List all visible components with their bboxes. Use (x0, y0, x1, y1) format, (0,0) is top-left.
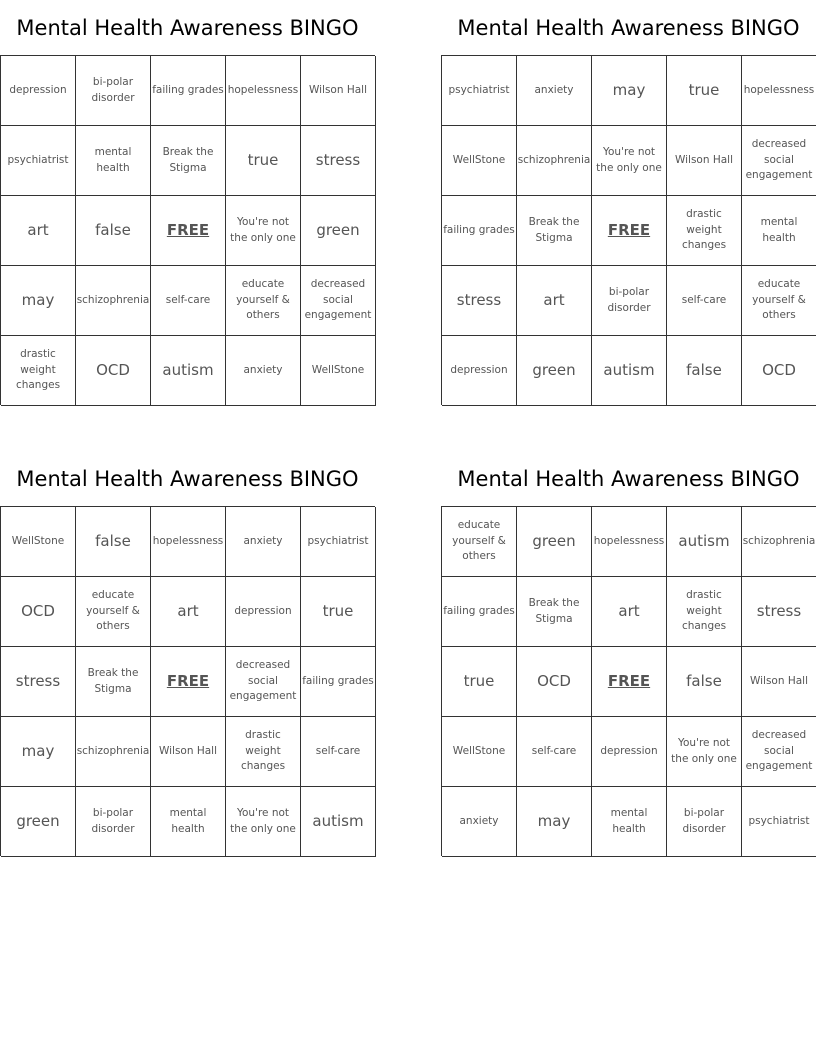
bingo-cell: Wilson Hall (301, 56, 376, 126)
bingo-cell: schizophrenia (742, 507, 816, 577)
bingo-cell: Break the Stigma (517, 577, 592, 647)
bingo-cell: anxiety (226, 336, 301, 406)
bingo-cell: anxiety (517, 56, 592, 126)
bingo-cell: WellStone (442, 717, 517, 787)
bingo-grid (0, 55, 375, 405)
bingo-cell: educate yourself & others (226, 266, 301, 336)
bingo-cell: true (667, 56, 742, 126)
bingo-cell: self-care (301, 717, 376, 787)
bingo-cell: failing grades (301, 647, 376, 717)
bingo-cell: hopelessness (226, 56, 301, 126)
bingo-cell: educate yourself & others (442, 507, 517, 577)
bingo-cell: green (301, 196, 376, 266)
bingo-cell: true (301, 577, 376, 647)
bingo-cell: may (592, 56, 667, 126)
bingo-cell: green (1, 787, 76, 857)
bingo-cell: bi-polar disorder (592, 266, 667, 336)
bingo-cell: anxiety (226, 507, 301, 577)
bingo-cell: autism (667, 507, 742, 577)
bingo-cell: autism (301, 787, 376, 857)
bingo-cell: educate yourself & others (742, 266, 816, 336)
free-space-cell: FREE (592, 196, 667, 266)
bingo-cell: stress (742, 577, 816, 647)
bingo-cell: mental health (592, 787, 667, 857)
bingo-cell: hopelessness (592, 507, 667, 577)
bingo-cell: OCD (517, 647, 592, 717)
card-title: Mental Health Awareness BINGO (457, 15, 800, 40)
bingo-cell: stress (1, 647, 76, 717)
bingo-cell: mental health (76, 126, 151, 196)
bingo-cell: art (517, 266, 592, 336)
bingo-cell: WellStone (442, 126, 517, 196)
bingo-grid (0, 506, 375, 856)
bingo-cell: depression (442, 336, 517, 406)
bingo-cell: depression (1, 56, 76, 126)
bingo-cell: decreased social engagement (301, 266, 376, 336)
bingo-cell: stress (442, 266, 517, 336)
bingo-cell: bi-polar disorder (76, 56, 151, 126)
bingo-cell: false (667, 336, 742, 406)
bingo-cell: WellStone (301, 336, 376, 406)
bingo-cell: psychiatrist (742, 787, 816, 857)
bingo-cell: hopelessness (151, 507, 226, 577)
bingo-cell: You're not the only one (667, 717, 742, 787)
bingo-cell: failing grades (442, 577, 517, 647)
bingo-cell: schizophrenia (76, 717, 151, 787)
bingo-cell: may (1, 717, 76, 787)
bingo-cell: OCD (76, 336, 151, 406)
bingo-cell: false (76, 196, 151, 266)
bingo-cell: mental health (151, 787, 226, 857)
card-title: Mental Health Awareness BINGO (16, 466, 359, 491)
bingo-cell: failing grades (442, 196, 517, 266)
bingo-grid (441, 506, 816, 856)
bingo-cell: decreased social engagement (742, 126, 816, 196)
bingo-cell: You're not the only one (226, 196, 301, 266)
bingo-cell: may (517, 787, 592, 857)
bingo-cell: drastic weight changes (667, 196, 742, 266)
bingo-cell: art (151, 577, 226, 647)
free-space-cell: FREE (151, 196, 226, 266)
bingo-cell: schizophrenia (517, 126, 592, 196)
bingo-cell: psychiatrist (301, 507, 376, 577)
bingo-cell: Break the Stigma (517, 196, 592, 266)
bingo-cell: Wilson Hall (742, 647, 816, 717)
bingo-cell: drastic weight changes (226, 717, 301, 787)
bingo-cell: drastic weight changes (1, 336, 76, 406)
bingo-grid (441, 55, 816, 405)
bingo-cell: depression (226, 577, 301, 647)
bingo-cell: green (517, 507, 592, 577)
bingo-cell: green (517, 336, 592, 406)
bingo-cell: depression (592, 717, 667, 787)
bingo-cell: art (1, 196, 76, 266)
bingo-cell: may (1, 266, 76, 336)
bingo-cell: bi-polar disorder (667, 787, 742, 857)
bingo-cell: educate yourself & others (76, 577, 151, 647)
bingo-cell: OCD (742, 336, 816, 406)
card-title: Mental Health Awareness BINGO (457, 466, 800, 491)
bingo-cell: failing grades (151, 56, 226, 126)
bingo-cell: self-care (151, 266, 226, 336)
bingo-cell: autism (592, 336, 667, 406)
bingo-cell: bi-polar disorder (76, 787, 151, 857)
free-space-cell: FREE (592, 647, 667, 717)
bingo-cell: decreased social engagement (742, 717, 816, 787)
bingo-cell: anxiety (442, 787, 517, 857)
bingo-cell: psychiatrist (442, 56, 517, 126)
bingo-cell: Break the Stigma (151, 126, 226, 196)
bingo-cell: drastic weight changes (667, 577, 742, 647)
bingo-cell: schizophrenia (76, 266, 151, 336)
bingo-cell: mental health (742, 196, 816, 266)
bingo-cell: Break the Stigma (76, 647, 151, 717)
free-space-cell: FREE (151, 647, 226, 717)
bingo-cell: false (76, 507, 151, 577)
bingo-cell: true (442, 647, 517, 717)
bingo-cell: stress (301, 126, 376, 196)
bingo-cell: psychiatrist (1, 126, 76, 196)
bingo-cell: You're not the only one (226, 787, 301, 857)
bingo-cell: Wilson Hall (151, 717, 226, 787)
bingo-cell: false (667, 647, 742, 717)
bingo-cell: OCD (1, 577, 76, 647)
bingo-cell: self-care (667, 266, 742, 336)
bingo-cell: autism (151, 336, 226, 406)
bingo-cell: true (226, 126, 301, 196)
bingo-cell: Wilson Hall (667, 126, 742, 196)
bingo-cell: self-care (517, 717, 592, 787)
bingo-cell: art (592, 577, 667, 647)
bingo-cell: WellStone (1, 507, 76, 577)
bingo-cell: decreased social engagement (226, 647, 301, 717)
card-title: Mental Health Awareness BINGO (16, 15, 359, 40)
bingo-cell: hopelessness (742, 56, 816, 126)
bingo-cell: You're not the only one (592, 126, 667, 196)
